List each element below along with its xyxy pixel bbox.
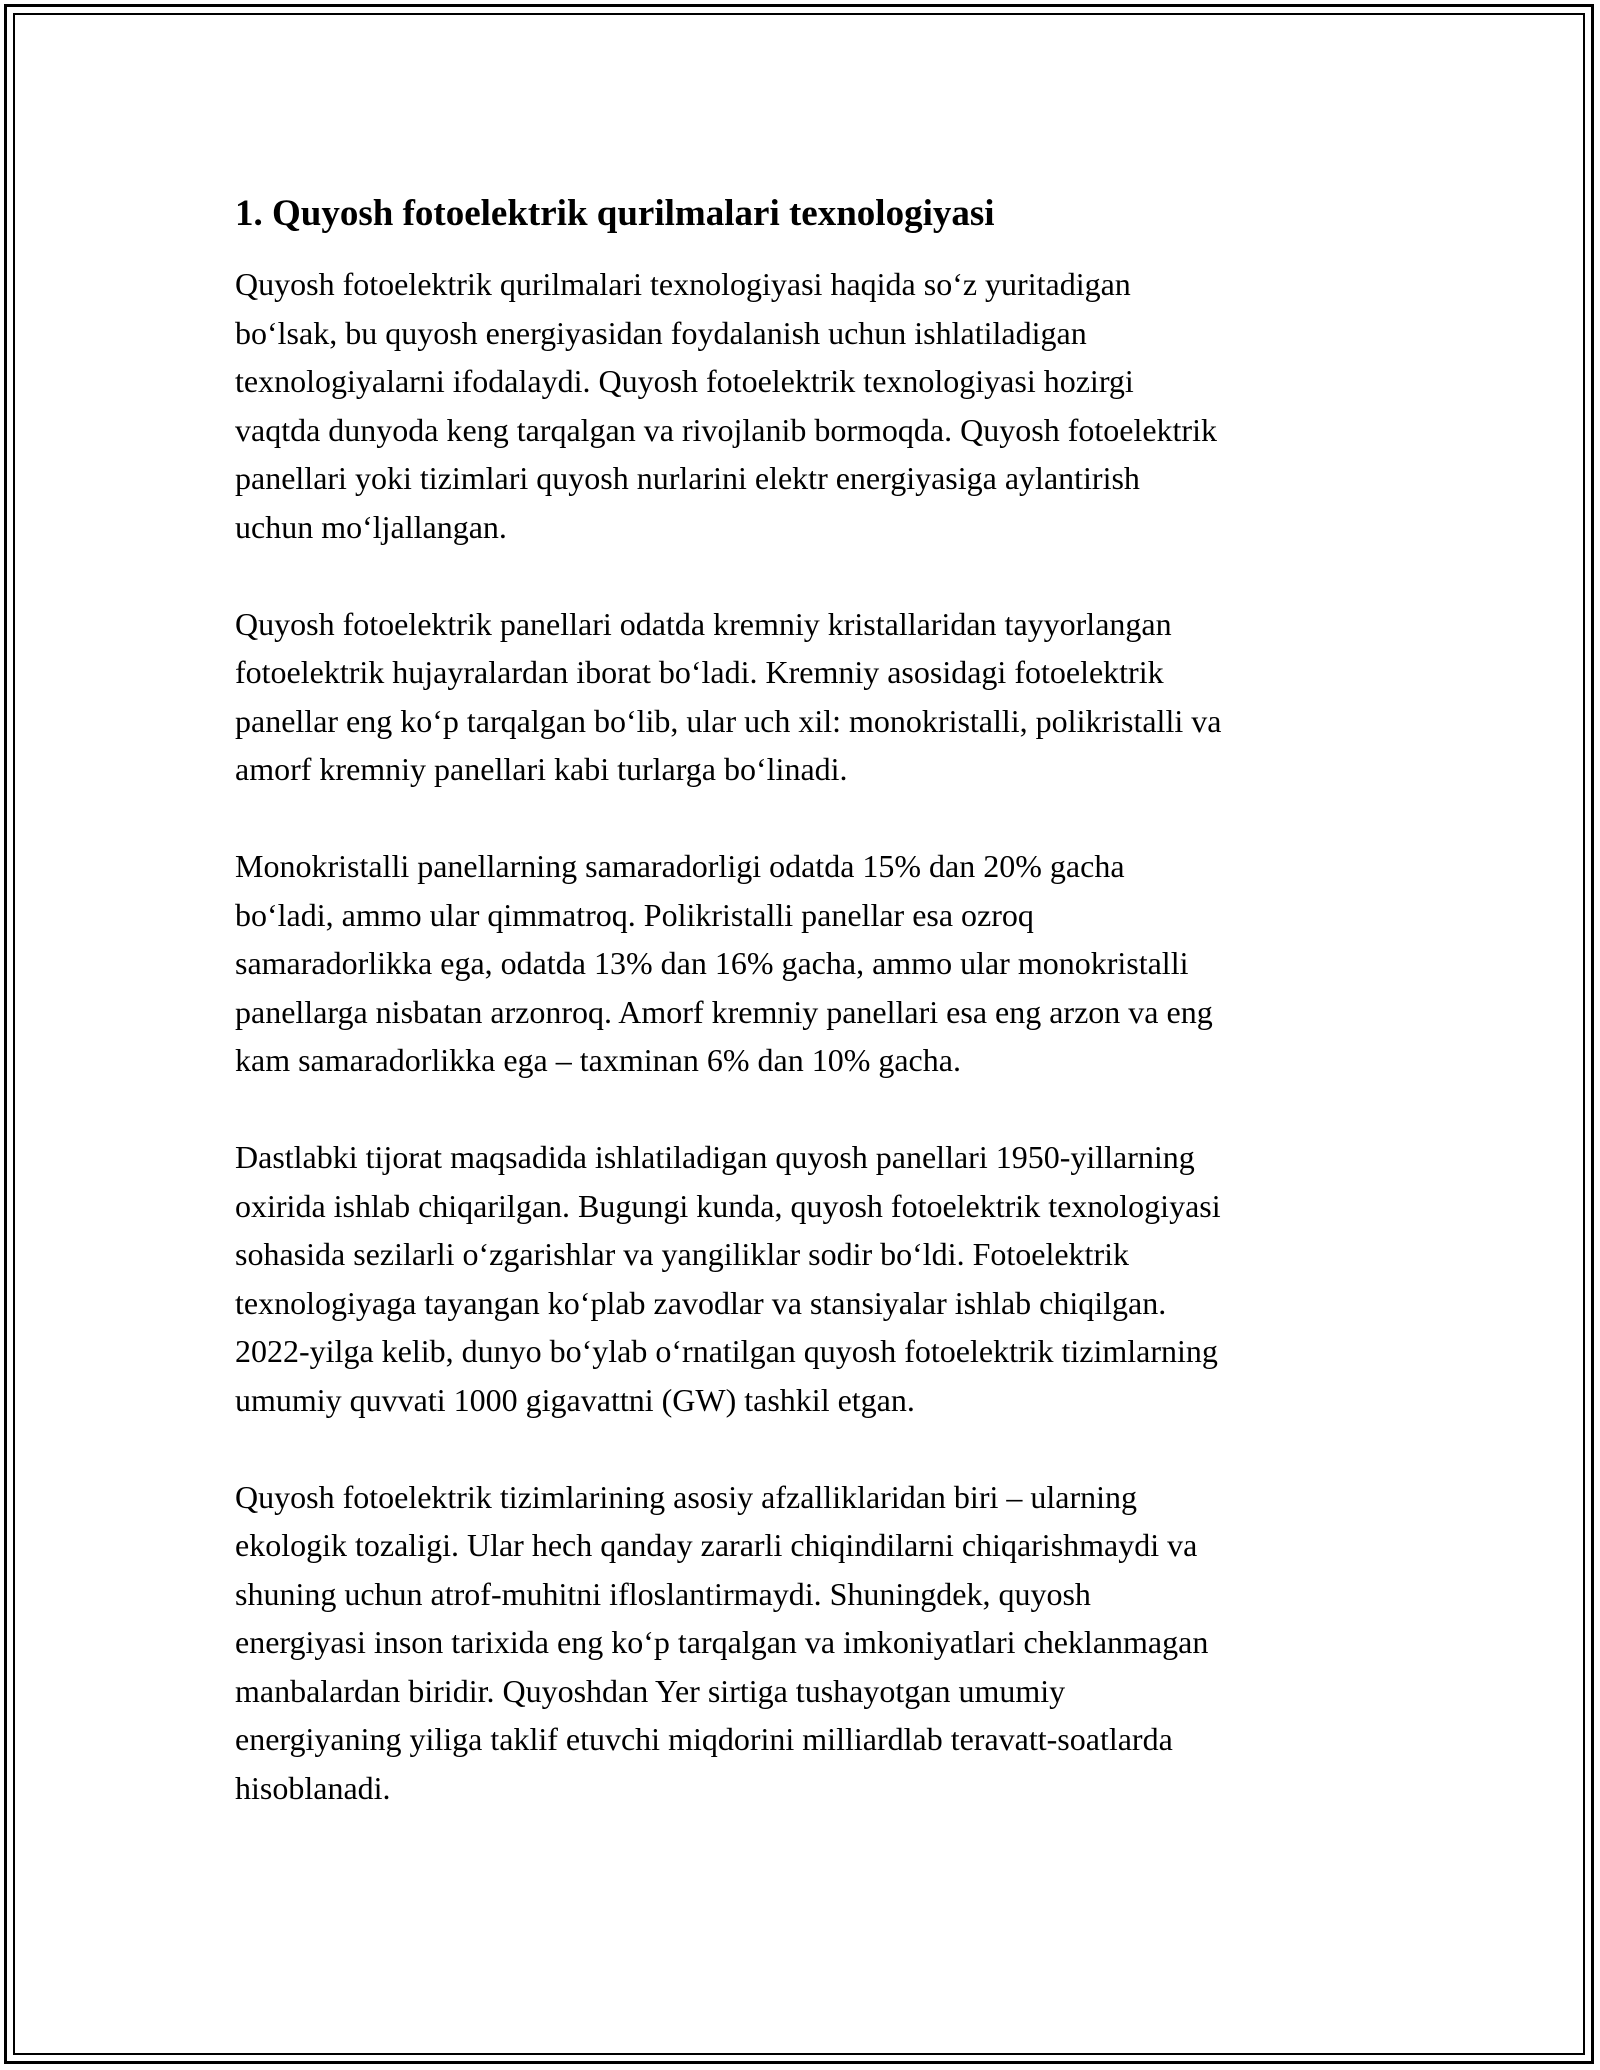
section-heading: 1. Quyosh fotoelektrik qurilmalari texnologiyasi — [235, 193, 995, 234]
paragraph-panel-types: Quyosh fotoelektrik panellari odatda kremniy kristallaridan tayyorlangan fotoelektrik hujayralardan iborat bo‘ladi. Kremniy asosidagi fotoelektrik panellar eng ko‘p tarqalgan bo‘lib, ular uch xil: monokristalli, polikristalli va amorf kremniy panellari kabi turlarga bo‘linadi. — [235, 605, 1222, 787]
paragraph-efficiency: Monokristalli panellarning samaradorligi odatda 15% dan 20% gacha bo‘ladi, ammo ular qimmatroq. Polikristalli panellar esa ozroq samaradorlikka ega, odatda 13% dan 16% gacha, ammo ular monokristalli panellarga nisbatan arzonroq. Amorf kremniy panellari esa eng arzon va eng kam samaradorlikka ega – taxminan 6% dan 10% gacha. — [235, 848, 1213, 1078]
document-body — [235, 190, 1385, 1861]
paragraph-intro: Quyosh fotoelektrik qurilmalari texnologiyasi haqida so‘z yuritadigan bo‘lsak, bu quyosh energiyasidan foydalanish uchun ishlatiladigan texnologiyalarni ifodalaydi. Quyosh fotoelektrik texnologiyasi hozirgi vaqtda dunyoda keng tarqalgan va rivojlanib bormoqda. Quyosh fotoelektrik panellari yoki tizimlari quyosh nurlarini elektr energiyasiga aylantirish uchun mo‘ljallangan. — [235, 266, 1217, 545]
paragraph-advantages: Quyosh fotoelektrik tizimlarining asosiy afzalliklaridan biri – ularning ekologik tozaligi. Ular hech qanday zararli chiqindilarni chiqarishmaydi va shuning uchun atrof-muhitni ifloslantirmaydi. Shuningdek, quyosh energiyasi inson tarixida eng ko‘p tarqalgan va imkoniyatlari cheklanmagan manbalardan biridir. Quyoshdan Yer sirtiga tushayotgan umumiy energiyaning yiliga taklif etuvchi miqdorini milliardlab teravatt-soatlarda hisoblanadi. — [235, 1478, 1209, 1806]
paragraph-history: Dastlabki tijorat maqsadida ishlatiladigan quyosh panellari 1950-yillarning oxirida ishlab chiqarilgan. Bugungi kunda, quyosh fotoelektrik texnologiyasi sohasida sezilarli o‘zgarishlar va yangiliklar sodir bo‘ldi. Fotoelektrik texnologiyaga tayangan ko‘plab zavodlar va stansiyalar ishlab chiqilgan. 2022-yilga kelib, dunyo bo‘ylab o‘rnatilgan quyosh fotoelektrik tizimlarning umumiy quvvati 1000 gigavattni (GW) tashkil etgan. — [235, 1139, 1221, 1418]
